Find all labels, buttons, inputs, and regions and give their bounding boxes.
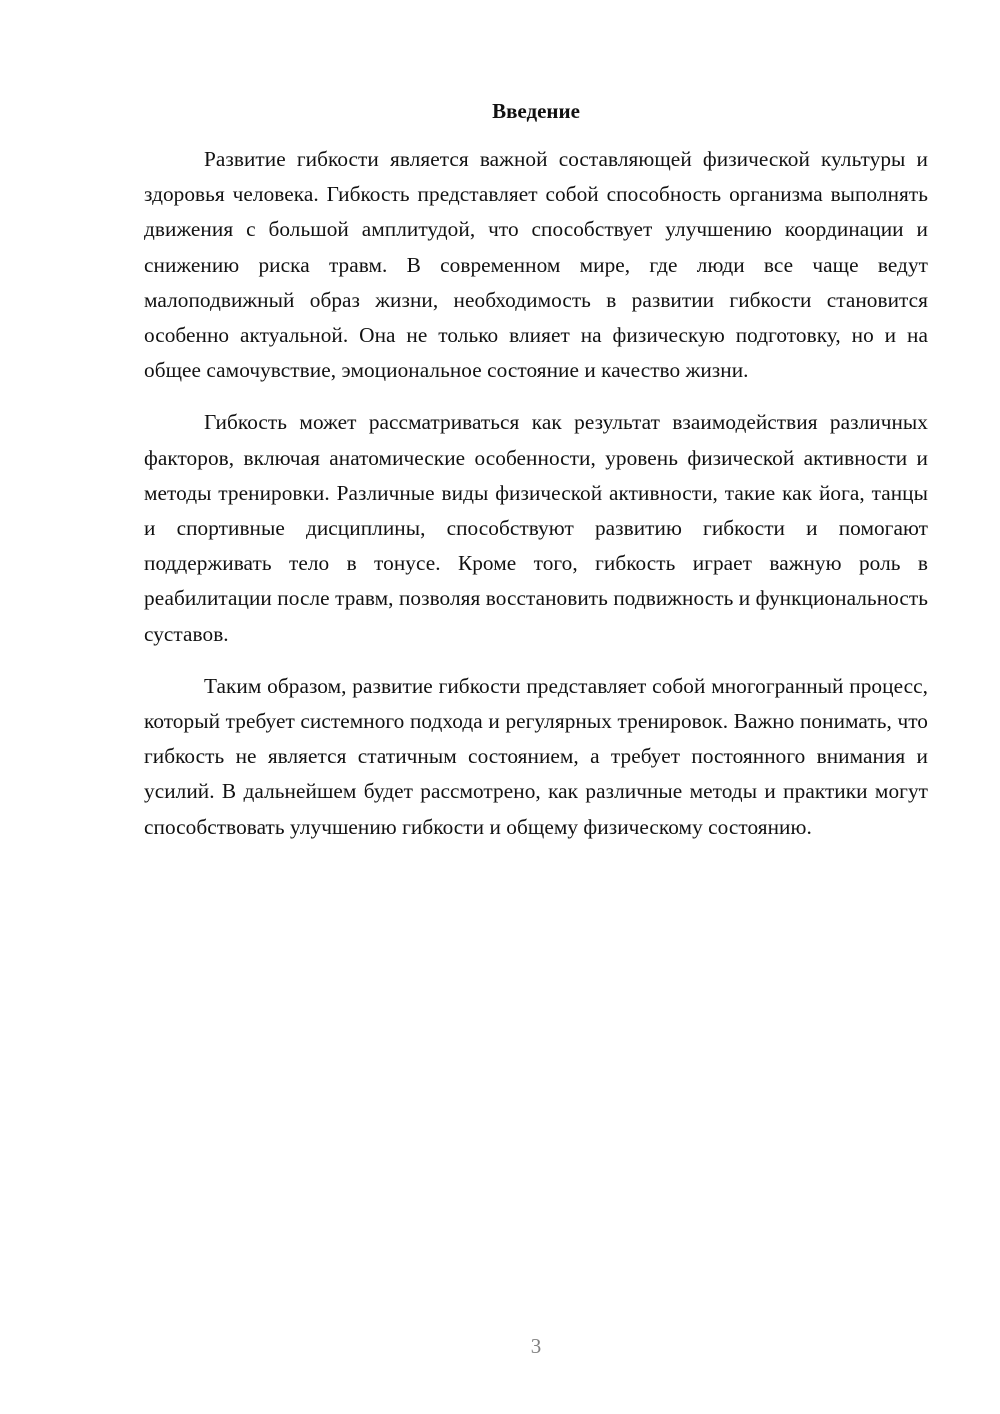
paragraph-2: Гибкость может рассматриваться как результат взаимодействия различных факторов, включая анатомические особенности, уровень физической активности и методы тренировки. Различные виды физической активности, такие как йога, танцы и спортивные дисциплины, способствуют развитию гибкости и помогают поддерживать тело в тонусе. Кроме того, гибкость играет важную роль в реабилитации после травм, позволяя восстановить подвижность и функциональность суставов. [144,410,928,646]
body-text [144,142,928,845]
section-heading: Введение [492,99,580,123]
paragraph-1: Развитие гибкости является важной составляющей физической культуры и здоровья человека. Гибкость представляет собой способность организма выполнять движения с большой амплитудой, что способствует улучшению координации и снижению риска травм. В современном мире, где люди все чаще ведут малоподвижный образ жизни, необходимость в развитии гибкости становится особенно актуальной. Она не только влияет на физическую подготовку, но и на общее самочувствие, эмоциональное состояние и качество жизни. [144,147,928,383]
page-number: 3 [530,1334,542,1358]
paragraph-3: Таким образом, развитие гибкости представляет собой многогранный процесс, который требует системного подхода и регулярных тренировок. Важно понимать, что гибкость не является статичным состоянием, а требует постоянного внимания и усилий. В дальнейшем будет рассмотрено, как различные методы и практики могут способствовать улучшению гибкости и общему физическому состоянию. [144,673,928,839]
